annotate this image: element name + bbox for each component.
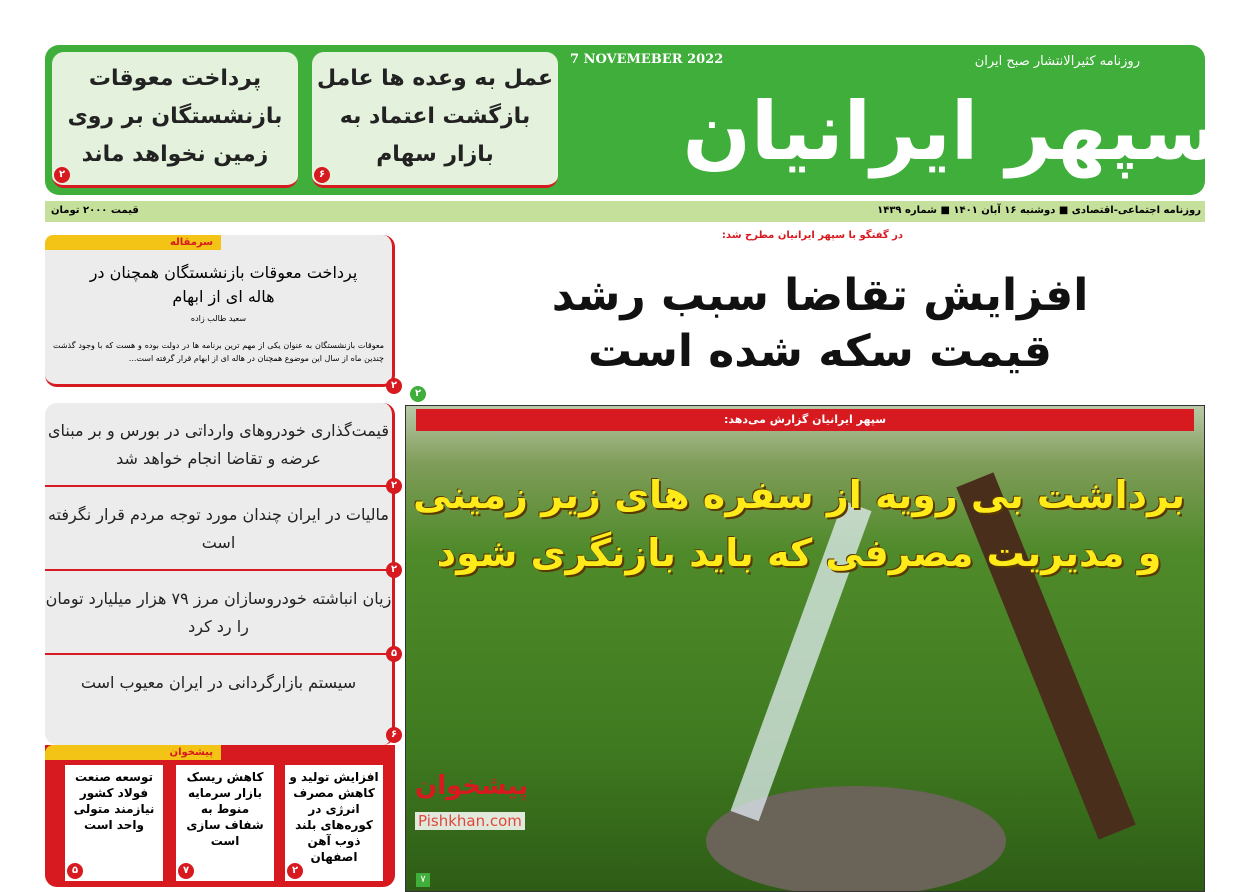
page-badge: ۶ — [386, 727, 402, 743]
page-badge: ۲ — [287, 863, 303, 879]
list-item-text: مالیات در ایران چندان مورد توجه مردم قرار نگرفته است — [48, 505, 389, 552]
price: قیمت ۲۰۰۰ تومان — [51, 205, 139, 216]
page-badge: ۲ — [54, 167, 70, 183]
list-item-text: قیمت‌گذاری خودروهای وارداتی در بورس و بر مبنای عرضه و تقاضا انجام خواهد شد — [47, 421, 390, 468]
page-badge: ۷ — [416, 873, 430, 887]
pishkhan-label: پیشخوان — [45, 745, 221, 760]
newspaper-logo: سپهر ایرانیان — [682, 85, 1220, 178]
photo-headline: برداشت بی رویه از سفره های زیر زمینی و مدیریت مصرفی که باید بازنگری شود — [413, 473, 1185, 575]
main-headline[interactable]: افزایش تقاضا سبب رشد قیمت سکه شده است — [551, 270, 1089, 377]
page-badge: ۲ — [410, 386, 426, 402]
page-badge: ۲ — [386, 562, 402, 578]
page-badge: ۲ — [386, 478, 402, 494]
card-text: کاهش ریسک بازار سرمایه منوط به شفاف سازی است — [186, 770, 264, 848]
news-list — [45, 403, 398, 745]
list-item-text: زیان انباشته خودروسازان مرز ۷۹ هزار میلیارد تومان را رد کرد — [45, 589, 392, 636]
teaser-box[interactable] — [52, 52, 298, 188]
editorial-box[interactable] — [45, 235, 398, 391]
page-badge: ۷ — [178, 863, 194, 879]
watermark-logo: پیشخوان — [415, 771, 528, 801]
page-badge: ۵ — [67, 863, 83, 879]
teaser-text: عمل به وعده ها عامل بازگشت اعتماد به بازار سهام — [316, 66, 554, 167]
page-badge: ۶ — [314, 167, 330, 183]
watermark-url: Pishkhan.com — [415, 812, 525, 830]
list-item[interactable] — [45, 487, 398, 575]
list-item-text: سیستم بازارگردانی در ایران معیوب است — [80, 673, 357, 692]
page-badge: ۵ — [386, 646, 402, 662]
list-item[interactable] — [45, 403, 398, 491]
pishkhan-card[interactable] — [65, 765, 163, 881]
issue-info: روزنامه اجتماعی-اقتصادی ■ دوشنبه ۱۶ آبان ۱۴۰۱ ■ شماره ۱۴۳۹ — [877, 205, 1201, 216]
list-item[interactable] — [45, 655, 398, 740]
page-badge: ۲ — [386, 378, 402, 394]
pishkhan-section — [45, 745, 395, 887]
editorial-body: معوقات بازنشستگان به عنوان یکی از مهم ترین برنامه ها در دولت بوده و هست که با وجود گذشت چندین ماه از سال این موضوع همچنان در هاله ای از ابهام قرار گرفته است... — [53, 341, 384, 363]
info-bar — [45, 201, 1205, 222]
card-text: توسعه صنعت فولاد کشور نیازمند متولی واحد است — [73, 770, 155, 832]
photo-kicker: سپهر ایرانیان گزارش می‌دهد: — [416, 409, 1194, 431]
pishkhan-card[interactable] — [285, 765, 383, 881]
pishkhan-card[interactable] — [176, 765, 274, 881]
teaser-box[interactable] — [312, 52, 558, 188]
teaser-text: پرداخت معوقات بازنشستگان بر روی زمین نخواهد ماند — [67, 66, 283, 167]
editorial-title: پرداخت معوقات بازنشستگان همچنان در هاله ای از ابهام — [89, 263, 358, 306]
main-kicker: در گفتگو با سپهر ایرانیان مطرح شد: — [721, 230, 904, 241]
card-text: افزایش تولید و کاهش مصرف انرژی در کوره‌های بلند ذوب آهن اصفهان — [289, 770, 379, 864]
editorial-label: سرمقاله — [45, 235, 221, 250]
editorial-author: سعید طالب زاده — [190, 314, 247, 323]
list-item[interactable] — [45, 571, 398, 659]
tagline: روزنامه کثیرالانتشار صبح ایران — [974, 54, 1140, 69]
photo-story[interactable] — [405, 405, 1205, 892]
date-english: 7 NOVEMEBER 2022 — [570, 52, 724, 67]
